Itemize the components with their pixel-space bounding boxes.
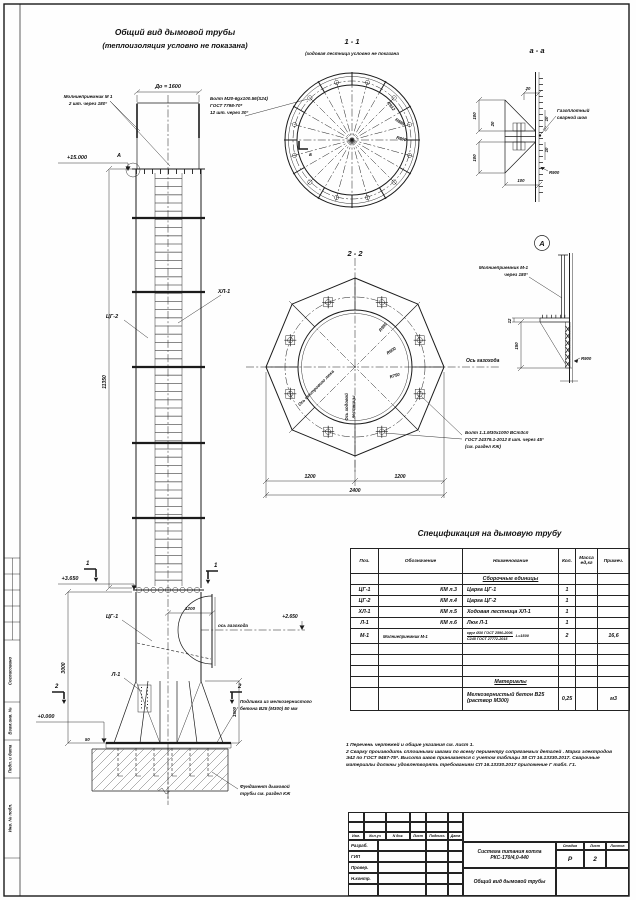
svg-text:ГОСТ 7798-70*: ГОСТ 7798-70*: [210, 103, 243, 108]
axis-hatch-label: Ось смотрового люка: [296, 368, 335, 407]
section-a-a: [472, 46, 590, 202]
level-gas: +2.650: [282, 614, 298, 620]
note-line: Э42 по ГОСТ 9467-75*. Высота швов принимается с учетом таблицы 38 СП 16.13330.2017. Сварочные: [346, 756, 600, 762]
dim-top-diameter: До = 1600: [155, 84, 181, 90]
detail-a-mark: А: [117, 153, 121, 159]
tb-sheet-value: 2: [584, 850, 606, 868]
level-flange: +3.650: [61, 576, 79, 582]
sidebar-agreed-label: Согласовано: [7, 656, 13, 686]
detailA-mark: А: [539, 239, 545, 248]
svg-text:лестницы: лестницы: [351, 395, 356, 419]
section22-dim3: 2400: [349, 488, 361, 494]
cut1-right: 1: [214, 563, 218, 569]
note-line: 1 Перечень чертежей и общие указания см. лист 1.: [346, 743, 474, 748]
grout-annotation: Подливка из мелкозернистого: [240, 699, 312, 704]
section11-r1: R912: [385, 100, 397, 112]
table-row: Материалы: [351, 677, 630, 688]
tb-col-data: Дата: [448, 832, 463, 840]
svg-text:трубы см. раздел КЖ: трубы см. раздел КЖ: [240, 791, 291, 796]
sectionAA-dim-100a: 100: [472, 112, 477, 120]
detailA-r900: R900: [581, 356, 592, 361]
tb-project-cell: Система питания котла РКС-170/4,0-440: [463, 842, 556, 868]
sidebar-stamp: [8, 657, 13, 833]
dim-1500: 1500: [232, 706, 237, 718]
sidebar-podp-label: Подп. и дата: [7, 744, 13, 774]
table-row: Мелкозернистый бетон В25 (раствор М300) 0,25 м3: [351, 688, 630, 711]
spec-table: [350, 548, 630, 711]
main-title: [102, 27, 248, 50]
section11-r2: R885: [394, 116, 406, 127]
spec-col-pos: Поз.: [351, 549, 379, 574]
tb-col-ndok: N док.: [386, 832, 410, 840]
tb-stage-header: Стадия: [556, 842, 584, 850]
axis-ladder-label: Ось ходовой: [344, 393, 349, 421]
lightning-annotation: Молниеприемник М 1: [63, 94, 113, 99]
label-cg2: ЦГ-2: [105, 314, 119, 320]
section-1-1: [284, 37, 420, 208]
level-top: +15.000: [66, 155, 88, 161]
sectionAA-dim-100b: 100: [472, 154, 477, 162]
label-cg1: ЦГ-1: [105, 614, 119, 620]
section11-r3: R800: [395, 134, 408, 143]
svg-text:ГОСТ 24379.1-2012 8 шт. через: ГОСТ 24379.1-2012 8 шт. через 45°: [465, 437, 544, 442]
svg-text:(см. раздел КЖ): (см. раздел КЖ): [465, 444, 501, 449]
sectionAA-r900: R900: [549, 170, 560, 175]
spec-col-ref: Обозначение: [379, 549, 463, 574]
bolt-annotation: Болт М20-6gх100.56(S24): [210, 96, 268, 101]
tb-doc-title: Общий вид дымовой трубы: [463, 868, 556, 896]
dim-3000: 3000: [61, 662, 67, 674]
detailA-dim-150: 150: [514, 342, 519, 350]
table-row: Л-1 КМ л.6 Люк Л-1 1: [351, 618, 630, 629]
spec-col-mass: Масса ед,кг: [576, 549, 598, 574]
section11-title: 1 - 1: [344, 37, 360, 46]
sectionAA-dim-100c: 100: [517, 178, 525, 183]
cut1-left: 1: [86, 561, 90, 567]
tb-doc-number-cell: [463, 812, 629, 842]
dim-11350: 11350: [102, 375, 108, 389]
sectionAA-title: а - а: [529, 46, 545, 55]
tb-sheets-header: Листов: [606, 842, 629, 850]
tb-sheets-value: [606, 850, 629, 868]
cut2-right: 2: [238, 684, 242, 690]
section11-subtitle: (ходовая лестница условно не показана: [305, 51, 399, 56]
sectionAA-dim-10b: 10: [544, 147, 549, 153]
table-row: ХЛ-1 КМ л.5 Ходовая лестница ХЛ-1 1: [351, 607, 630, 618]
sectionAA-dim-20b: 20: [490, 121, 495, 127]
tb-org-cell: [556, 868, 629, 896]
section-2-2: [246, 249, 544, 498]
foundation-annotation: Фундамент дымовой: [240, 784, 290, 789]
table-row: М-1 Молниеприемник М-1 $\frac{\text{круг Ø30 ГОСТ 2590-2006}}{\text{С245 ГОСТ 27772-2015}}$ L=1500 2 16,6: [351, 629, 630, 644]
tb-stage-value: Р: [556, 850, 584, 868]
svg-text:бетона В25 (М300) 50 мм: бетона В25 (М300) 50 мм: [240, 706, 298, 711]
section22-dim1: 1200: [304, 474, 316, 480]
axis-gas-label: ось газохода: [218, 623, 248, 628]
svg-text:сварной шов: сварной шов: [557, 115, 587, 120]
level-zero: +0.000: [37, 714, 55, 720]
tb-col-podpis: Подпись: [426, 832, 448, 840]
sidebar-inv-label: Инв. № подл.: [7, 803, 13, 833]
section22-r1: R950: [377, 321, 389, 333]
page-subtitle: (теплоизоляция условно не показана): [102, 41, 248, 50]
page-title: Общий вид дымовой трубы: [114, 27, 236, 37]
svg-text:12 шт. через 30°: 12 шт. через 30°: [210, 110, 249, 115]
detailA-dim-12: 12: [507, 318, 512, 324]
title-block: [348, 812, 629, 896]
table-row: ЦГ-2 КМ л.4 Царга ЦГ-2 1: [351, 596, 630, 607]
section22-dim2: 1200: [394, 474, 406, 480]
spec-col-note: Примеч.: [598, 549, 630, 574]
label-hl1: ХЛ-1: [217, 289, 231, 295]
table-row: [351, 655, 630, 666]
tb-col-list: Лист: [410, 832, 426, 840]
note-line: материалы должны удовлетворять требованиям СП 16.13330.2017 приложение Г табл. Г1.: [346, 762, 577, 768]
tb-col-koluch: Кол.уч: [364, 832, 386, 840]
sectionAA-dim-20: 20: [525, 86, 531, 91]
tb-role-gip: ГИП: [348, 851, 378, 862]
label-l1: Л-1: [111, 672, 121, 678]
section11-cut-mark: а: [309, 152, 312, 158]
section22-title: 2 - 2: [347, 249, 363, 258]
table-row: [351, 666, 630, 677]
dim-duct: 1200: [184, 606, 196, 611]
table-row: Сборочные единицы: [351, 574, 630, 585]
table-row: [351, 644, 630, 655]
cut2-left: 2: [55, 684, 59, 690]
axis-gas22-label: Ось газохода: [466, 358, 500, 364]
elevation-view: [36, 84, 312, 805]
spec-col-name: Наименование: [463, 549, 559, 574]
sidebar-vzam-label: Взам.инв. №: [7, 707, 13, 735]
section22-r3: R750: [388, 371, 401, 380]
sectionAA-dim-10a: 10: [544, 116, 549, 122]
notes-block: [346, 743, 634, 769]
section22-bolt-annotation: Болт 1.1.М30х1000 ВСт3сп: [465, 430, 529, 435]
spec-title: Спецификация на дымовую трубу: [417, 529, 562, 538]
dim-50: 50: [85, 737, 90, 742]
detailA-annotation: Молниеприемник М-1: [478, 265, 528, 270]
tb-role-razrab: Разраб.: [348, 840, 378, 851]
svg-text:через 180°: через 180°: [504, 272, 528, 277]
note-line: 2 Сварку производить сплошными швами по всему периметру сопрягаемых деталей . Марка электродов: [346, 749, 613, 755]
table-row: ЦГ-1 КМ л.3 Царга ЦГ-1 1: [351, 585, 630, 596]
tb-sheet-header: Лист: [584, 842, 606, 850]
sp ec-header-row: [351, 549, 630, 574]
svg-text:2 шт. через 180°: 2 шт. через 180°: [68, 101, 108, 106]
tb-role-prover: Провер.: [348, 862, 378, 873]
section22-r2: R900: [385, 345, 397, 356]
tb-col-izm: Изм.: [348, 832, 364, 840]
spec-col-qty: Кол.: [559, 549, 576, 574]
weld-annotation: Газоплотный: [557, 108, 590, 113]
tb-role-nkontr: Н.контр.: [348, 873, 378, 884]
